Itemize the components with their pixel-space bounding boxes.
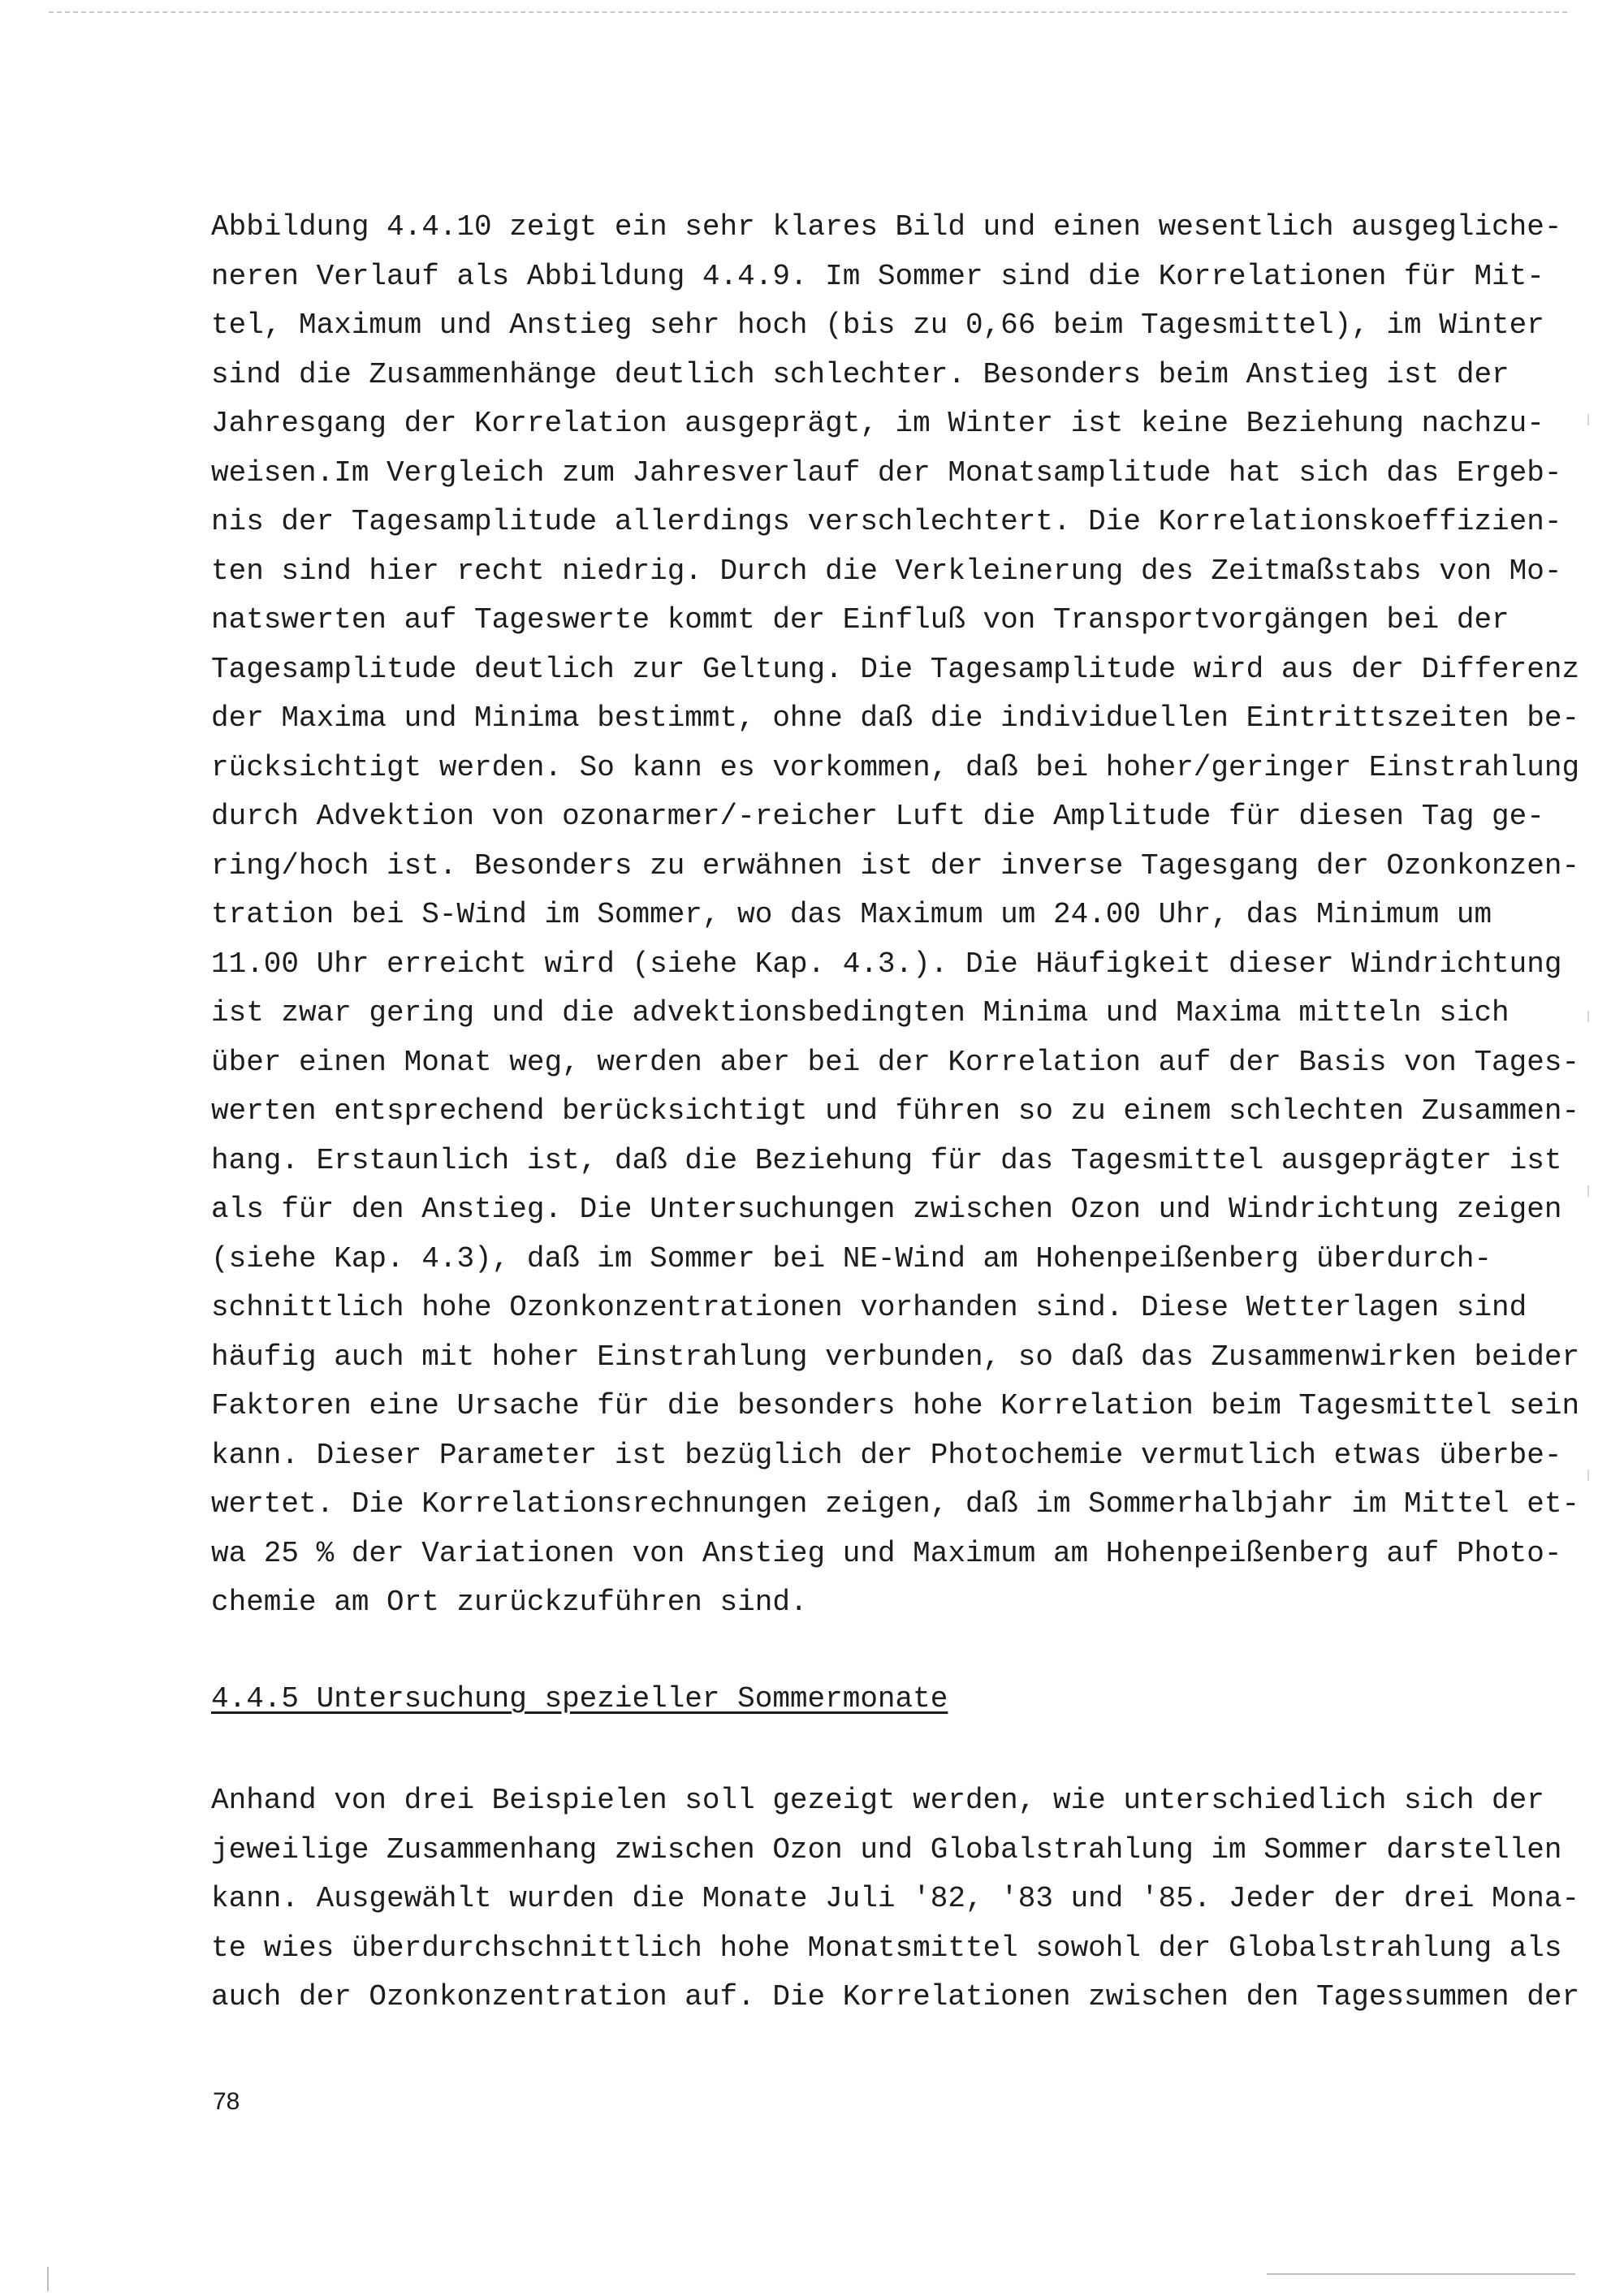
- text-line: Abbildung 4.4.10 zeigt ein sehr klares Bild und einen wesentlich ausgegliche-: [211, 210, 1562, 244]
- text-line: neren Verlauf als Abbildung 4.4.9. Im Sommer sind die Korrelationen für Mit-: [211, 259, 1544, 293]
- text-line: weisen.Im Vergleich zum Jahresverlauf der Monatsamplitude hat sich das Ergeb-: [211, 455, 1562, 490]
- text-line: kann. Dieser Parameter ist bezüglich der Photochemie vermutlich etwas überbe-: [211, 1438, 1562, 1472]
- section-heading: 4.4.5 Untersuchung spezieller Sommermonate: [211, 1682, 948, 1716]
- text-line: hang. Erstaunlich ist, daß die Beziehung für das Tagesmittel ausgeprägter ist: [211, 1143, 1562, 1177]
- text-line: Jahresgang der Korrelation ausgeprägt, im Winter ist keine Beziehung nachzu-: [211, 407, 1544, 440]
- text-line: wa 25 % der Variationen von Anstieg und Maximum am Hohenpeißenberg auf Photo-: [211, 1536, 1562, 1570]
- text-line: ist zwar gering und die advektionsbedingten Minima und Maxima mitteln sich: [211, 996, 1510, 1029]
- text-line: ten sind hier recht niedrig. Durch die Verkleinerung des Zeitmaßstabs von Mo-: [211, 554, 1562, 588]
- page-number: 78: [213, 2088, 240, 2115]
- text-line: häufig auch mit hoher Einstrahlung verbunden, so daß das Zusammenwirken beider: [211, 1340, 1580, 1374]
- paragraph-analysis: [211, 203, 1580, 1628]
- text-line: rücksichtigt werden. So kann es vorkommen, daß bei hoher/geringer Einstrahlung: [211, 750, 1580, 784]
- text-line: wertet. Die Korrelationsrechnungen zeigen, daß im Sommerhalbjahr im Mittel et-: [211, 1487, 1580, 1521]
- scan-top-edge: [49, 11, 1567, 13]
- text-line: werten entsprechend berücksichtigt und führen so zu einem schlechten Zusammen-: [211, 1094, 1580, 1128]
- text-line: als für den Anstieg. Die Untersuchungen zwischen Ozon und Windrichtung zeigen: [211, 1193, 1562, 1226]
- text-line: auch der Ozonkonzentration auf. Die Korrelationen zwischen den Tagessummen der: [211, 1980, 1580, 2013]
- text-line: natswerten auf Tageswerte kommt der Einfluß von Transportvorgängen bei der: [211, 603, 1510, 637]
- text-line: jeweilige Zusammenhang zwischen Ozon und Globalstrahlung im Sommer darstellen: [211, 1832, 1562, 1867]
- text-line: der Maxima und Minima bestimmt, ohne daß die individuellen Eintrittszeiten be-: [211, 701, 1580, 735]
- text-line: kann. Ausgewählt wurden die Monate Juli '82, '83 und '85. Jeder der drei Mona-: [211, 1882, 1580, 1915]
- text-line: sind die Zusammenhänge deutlich schlechter. Besonders beim Anstieg ist der: [211, 357, 1510, 391]
- text-line: 11.00 Uhr erreicht wird (siehe Kap. 4.3.). Die Häufigkeit dieser Windrichtung: [211, 947, 1562, 981]
- text-line: (siehe Kap. 4.3), daß im Sommer bei NE-Wind am Hohenpeißenberg überdurch-: [211, 1241, 1492, 1275]
- text-line: tration bei S-Wind im Sommer, wo das Maximum um 24.00 Uhr, das Minimum um: [211, 898, 1492, 931]
- text-line: über einen Monat weg, werden aber bei der Korrelation auf der Basis von Tages-: [211, 1045, 1580, 1079]
- scan-left-mark: [47, 2267, 49, 2291]
- text-line: ring/hoch ist. Besonders zu erwähnen ist der inverse Tagesgang der Ozonkonzen-: [211, 848, 1580, 883]
- text-line: nis der Tagesamplitude allerdings verschlechtert. Die Korrelationskoeffizien-: [211, 505, 1562, 538]
- text-line: Anhand von drei Beispielen soll gezeigt werden, wie unterschiedlich sich der: [211, 1784, 1544, 1817]
- paragraph-summer-months: [211, 1776, 1580, 2022]
- text-line: tel, Maximum und Anstieg sehr hoch (bis zu 0,66 beim Tagesmittel), im Winter: [211, 309, 1544, 342]
- text-line: Tagesamplitude deutlich zur Geltung. Die Tagesamplitude wird aus der Differenz: [211, 652, 1580, 686]
- text-line: schnittlich hohe Ozonkonzentrationen vorhanden sind. Diese Wetterlagen sind: [211, 1291, 1527, 1324]
- text-line: Faktoren eine Ursache für die besonders hohe Korrelation beim Tagesmittel sein: [211, 1389, 1580, 1422]
- text-line: durch Advektion von ozonarmer/-reicher Luft die Amplitude für diesen Tag ge-: [211, 800, 1544, 833]
- text-line: chemie am Ort zurückzuführen sind.: [211, 1586, 808, 1619]
- text-line: te wies überdurchschnittlich hohe Monatsmittel sowohl der Globalstrahlung als: [211, 1931, 1562, 1965]
- scan-bottom-edge: [1267, 2273, 1575, 2275]
